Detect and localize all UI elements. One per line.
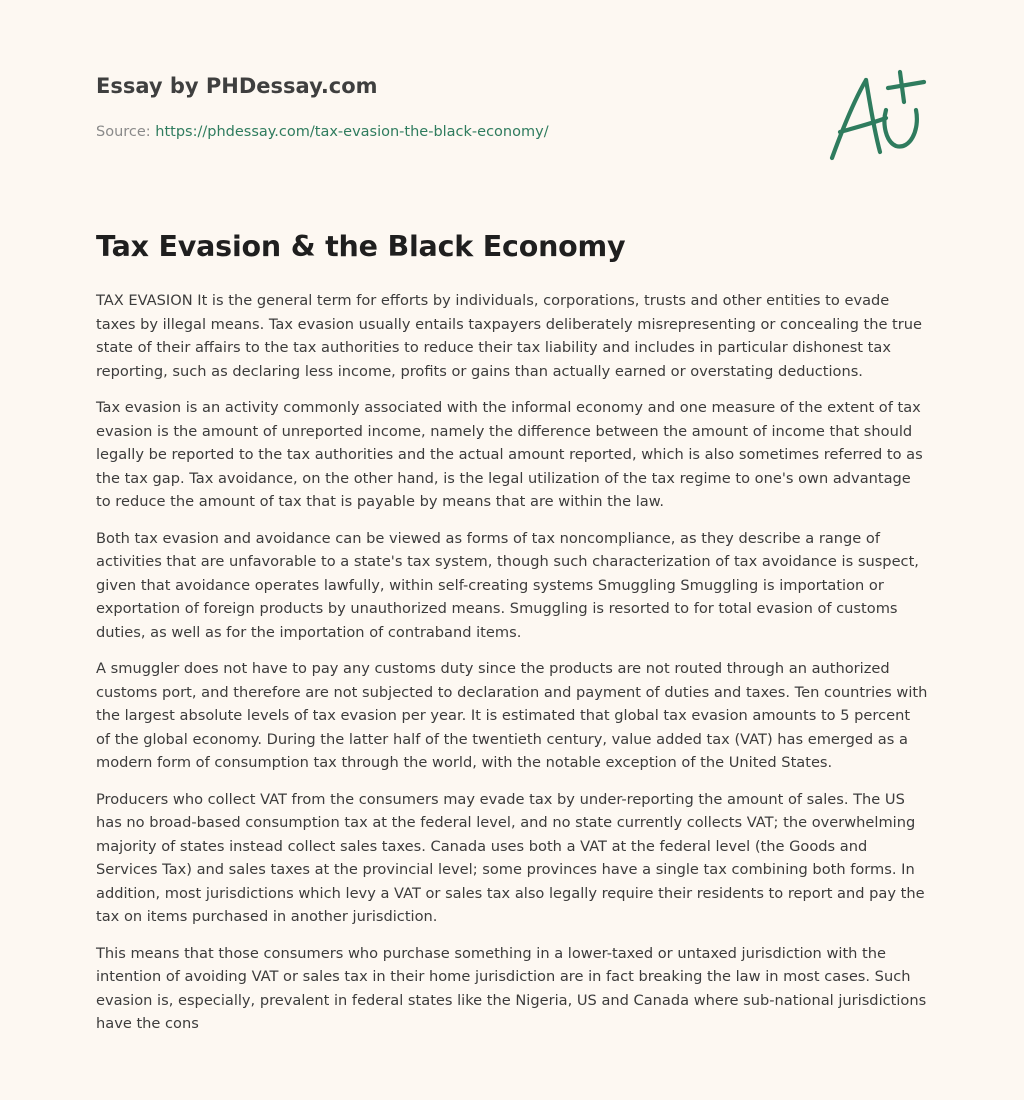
source-label: Source: <box>96 124 156 140</box>
brand-title: Essay by PHDessay.com <box>96 74 378 98</box>
essay-title: Tax Evasion & the Black Economy <box>96 230 626 263</box>
page-header <box>96 0 928 200</box>
essay-paragraph: This means that those consumers who purchase something in a lower-taxed or untaxed jurisdiction with the intention of avoiding VAT or sales tax in their home jurisdiction are in fact breaking the law in most cases. Such evasion is, especially, prevalent in federal states like the Nigeria, US and Canada where sub-national jurisdictions have the cons <box>96 944 927 1032</box>
a-plus-grade-logo-icon <box>828 66 930 166</box>
essay-paragraph: Producers who collect VAT from the consumers may evade tax by under-reporting the amount of sales. The US has no broad-based consumption tax at the federal level, and no state currently collects VAT; the overwhelming majority of states instead collect sales taxes. Canada uses both a VAT at the federal level (the Goods and Services Tax) and sales taxes at the provincial level; some provinces have a single tax combining both forms. In addition, most jurisdictions which levy a VAT or sales tax also legally require their residents to report and pay the tax on items purchased in another jurisdiction. <box>96 790 925 925</box>
essay-paragraph: Tax evasion is an activity commonly associated with the informal economy and one measure of the extent of tax evasion is the amount of unreported income, namely the difference between the amount of income that should legally be reported to the tax authorities and the actual amount reported, which is also sometimes referred to as the tax gap. Tax avoidance, on the other hand, is the legal utilization of the tax regime to one's own advantage to reduce the amount of tax that is payable by means that are within the law. <box>96 399 923 510</box>
source-line <box>96 124 549 140</box>
source-link[interactable]: https://phdessay.com/tax-evasion-the-black-economy/ <box>155 124 549 140</box>
essay-paragraph: A smuggler does not have to pay any customs duty since the products are not routed through an authorized customs port, and therefore are not subjected to declaration and payment of duties and taxes. Ten countries with the largest absolute levels of tax evasion per year. It is estimated that global tax evasion amounts to 5 percent of the global economy. During the latter half of the twentieth century, value added tax (VAT) has emerged as a modern form of consumption tax through the world, with the notable exception of the United States. <box>96 660 928 771</box>
essay-paragraph: TAX EVASION It is the general term for efforts by individuals, corporations, trusts and other entities to evade taxes by illegal means. Tax evasion usually entails taxpayers deliberately misrepresenting or concealing the true state of their affairs to the tax authorities to reduce their tax liability and includes in particular dishonest tax reporting, such as declaring less income, profits or gains than actually earned or overstating deductions. <box>96 292 923 380</box>
essay-body <box>96 289 928 1032</box>
essay-paragraph: Both tax evasion and avoidance can be viewed as forms of tax noncompliance, as they describe a range of activities that are unfavorable to a state's tax system, though such characterization of tax avoidance is suspect, given that avoidance operates lawfully, within self-creating systems Smuggling Smuggling is importation or exportation of foreign products by unauthorized means. Smuggling is resorted to for total evasion of customs duties, as well as for the importation of contraband items. <box>96 529 919 641</box>
